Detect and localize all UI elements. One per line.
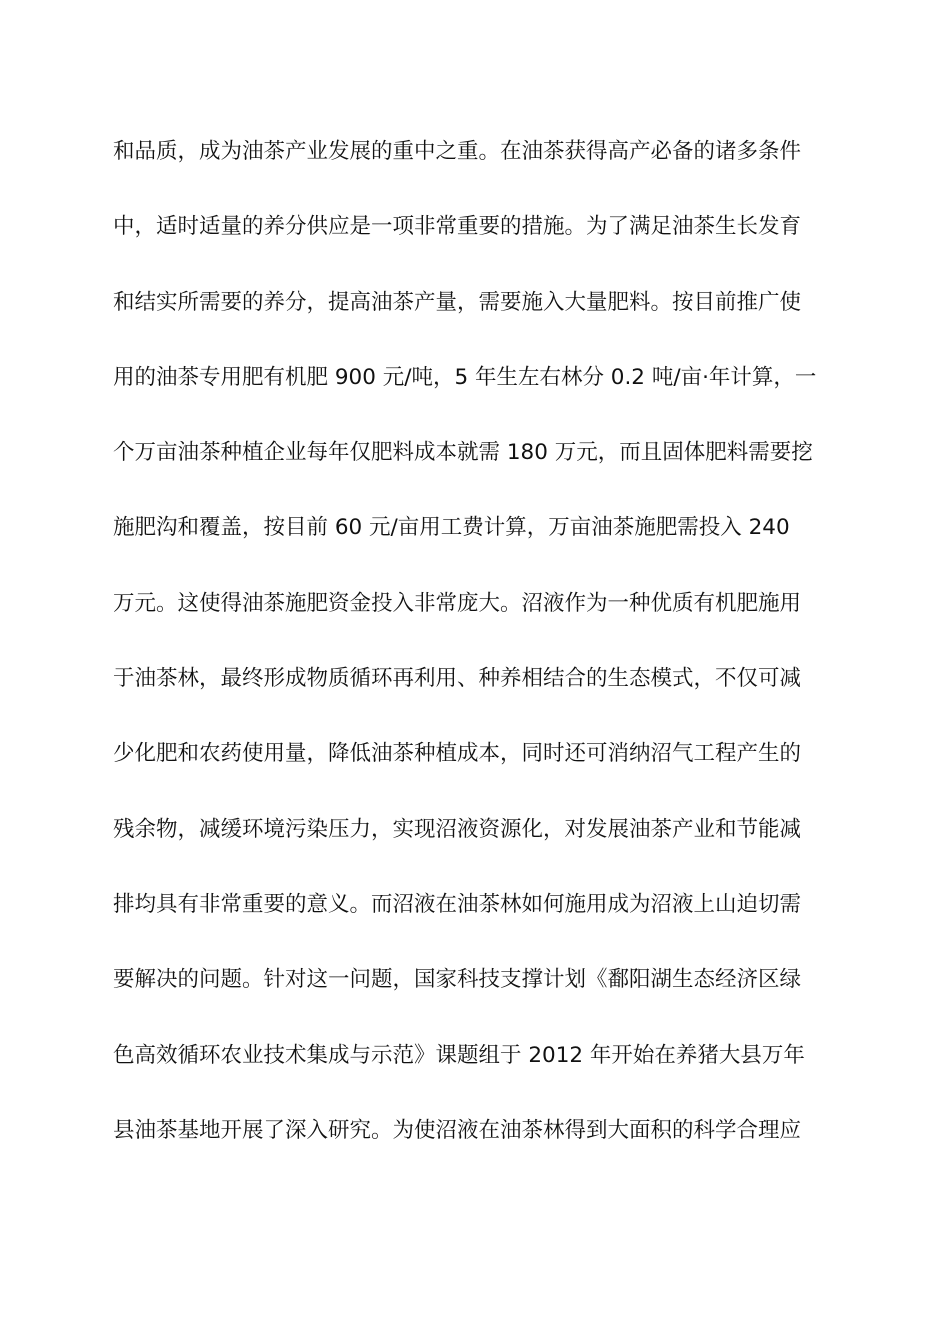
text-line-1: 和品质，成为油茶产业发展的重中之重。在油茶获得高产必备的诸多条件 [113, 139, 802, 164]
text-line-12: 要解决的问题。针对这一问题，国家科技支撑计划《鄱阳湖生态经济区绿 [113, 967, 802, 993]
body-paragraph [113, 136, 843, 1190]
text-line-6: 施肥沟和覆盖，按目前 60 元/亩用工费计算，万亩油茶施肥需投入 240 [113, 515, 790, 541]
text-line-5: 个万亩油茶种植企业每年仅肥料成本就需 180 万元，而且固体肥料需要挖 [113, 440, 813, 466]
text-line-3: 和结实所需要的养分，提高油茶产量，需要施入大量肥料。按目前推广使 [113, 289, 802, 315]
text-line-9: 少化肥和农药使用量，降低油茶种植成本，同时还可消纳沼气工程产生的 [113, 741, 802, 767]
text-line-8: 于油茶林，最终形成物质循环再利用、种养相结合的生态模式，不仅可减 [113, 666, 802, 692]
text-line-11: 排均具有非常重要的意义。而沼液在油茶林如何施用成为沼液上山迫切需 [113, 891, 802, 917]
text-line-10: 残余物，减缓环境污染压力，实现沼液资源化，对发展油茶产业和节能减 [113, 816, 802, 842]
text-line-14: 县油茶基地开展了深入研究。为使沼液在油茶林得到大面积的科学合理应 [113, 1117, 802, 1143]
text-line-7: 万元。这使得油茶施肥资金投入非常庞大。沼液作为一种优质有机肥施用 [113, 590, 802, 616]
text-line-4: 用的油茶专用肥有机肥 900 元/吨，5 年生左右林分 0.2 吨/亩·年计算，一 [113, 364, 817, 390]
text-line-13: 色高效循环农业技术集成与示范》课题组于 2012 年开始在养猪大县万年 [113, 1042, 805, 1068]
text-line-2: 中，适时适量的养分供应是一项非常重要的措施。为了满足油茶生长发育 [113, 214, 802, 240]
